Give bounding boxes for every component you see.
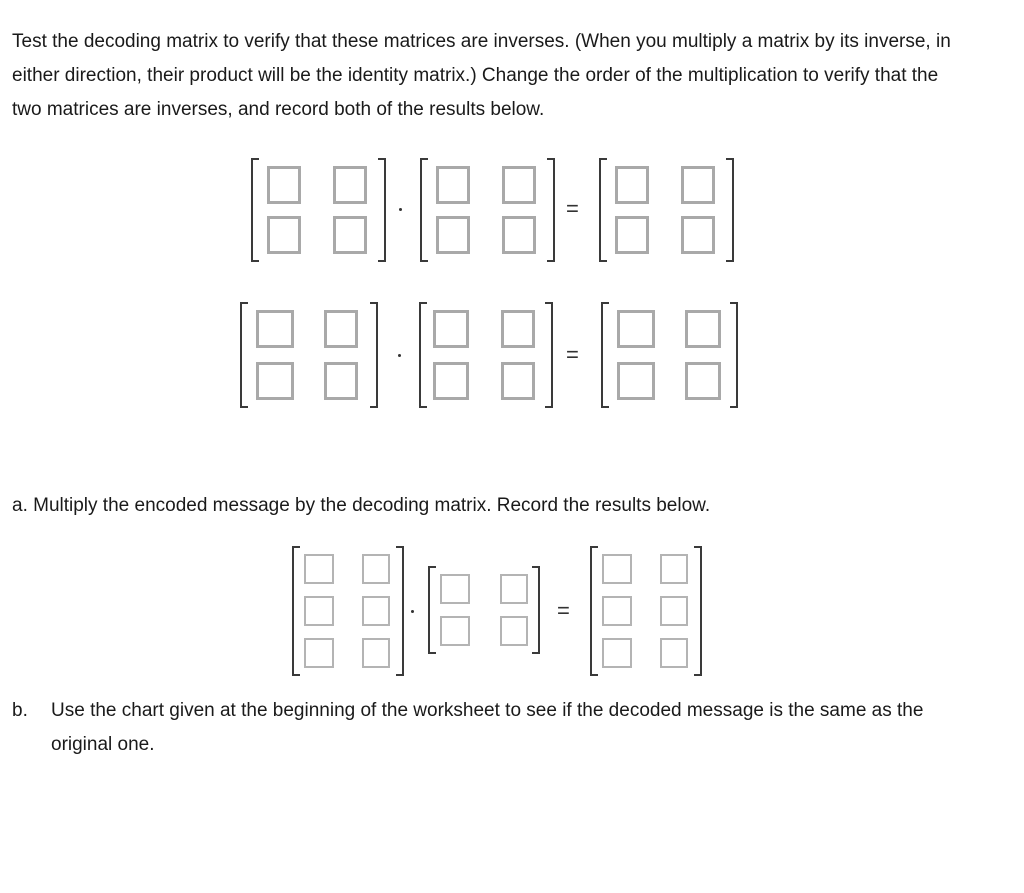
answer-box[interactable]: [602, 638, 632, 668]
matrix-1b: [420, 158, 555, 262]
answer-box[interactable]: [324, 362, 358, 400]
answer-box[interactable]: [681, 216, 715, 254]
answer-box[interactable]: [440, 616, 470, 646]
answer-box[interactable]: [615, 166, 649, 204]
answer-box[interactable]: [681, 166, 715, 204]
answer-box[interactable]: [502, 166, 536, 204]
answer-box[interactable]: [324, 310, 358, 348]
answer-box[interactable]: [500, 616, 528, 646]
matrix-3a: [292, 546, 404, 676]
answer-box[interactable]: [433, 310, 469, 348]
answer-box[interactable]: [602, 554, 632, 584]
answer-box[interactable]: [685, 362, 721, 400]
multiply-dot: [398, 354, 401, 357]
answer-box[interactable]: [500, 574, 528, 604]
answer-box[interactable]: [304, 554, 334, 584]
answer-box[interactable]: [436, 216, 470, 254]
answer-box[interactable]: [602, 596, 632, 626]
answer-box[interactable]: [617, 310, 655, 348]
answer-box[interactable]: [660, 596, 688, 626]
matrix-2a: [240, 302, 378, 408]
equals-sign: =: [566, 342, 579, 367]
answer-box[interactable]: [256, 362, 294, 400]
matrix-2b: [419, 302, 553, 408]
matrix-1a: [251, 158, 386, 262]
answer-box[interactable]: [267, 166, 301, 204]
equals-sign: =: [566, 196, 579, 221]
answer-box[interactable]: [660, 554, 688, 584]
answer-box[interactable]: [304, 596, 334, 626]
answer-box[interactable]: [617, 362, 655, 400]
answer-box[interactable]: [440, 574, 470, 604]
answer-box[interactable]: [362, 554, 390, 584]
equals-sign: =: [557, 598, 570, 623]
part-b-text: Use the chart given at the beginning of the worksheet to see if the decoded message is the same as the original one.: [51, 700, 924, 755]
multiply-dot: [399, 208, 402, 211]
matrix-3b: [428, 566, 540, 654]
answer-box[interactable]: [685, 310, 721, 348]
intro-instructions: Test the decoding matrix to verify that these matrices are inverses. (When you multiply a matrix by its inverse, in either direction, their product will be the identity matrix.) Change the order of the multiplication to verify that the two matrices are inverses, and record both of the results below.: [12, 31, 951, 120]
answer-box[interactable]: [362, 638, 390, 668]
part-b-label: b.: [12, 700, 28, 721]
answer-box[interactable]: [501, 362, 535, 400]
answer-box[interactable]: [433, 362, 469, 400]
answer-box[interactable]: [362, 596, 390, 626]
answer-box[interactable]: [615, 216, 649, 254]
matrix-2-result: [601, 302, 738, 408]
part-b-instructions: [12, 694, 972, 762]
answer-box[interactable]: [436, 166, 470, 204]
part-a-instructions: a. Multiply the encoded message by the decoding matrix. Record the results below.: [12, 495, 711, 516]
matrix-1-result: [599, 158, 734, 262]
answer-box[interactable]: [660, 638, 688, 668]
answer-box[interactable]: [304, 638, 334, 668]
answer-box[interactable]: [333, 166, 367, 204]
answer-box[interactable]: [256, 310, 294, 348]
answer-box[interactable]: [502, 216, 536, 254]
answer-box[interactable]: [501, 310, 535, 348]
answer-box[interactable]: [333, 216, 367, 254]
matrix-3-result: [590, 546, 702, 676]
answer-box[interactable]: [267, 216, 301, 254]
multiply-dot: [411, 610, 414, 613]
